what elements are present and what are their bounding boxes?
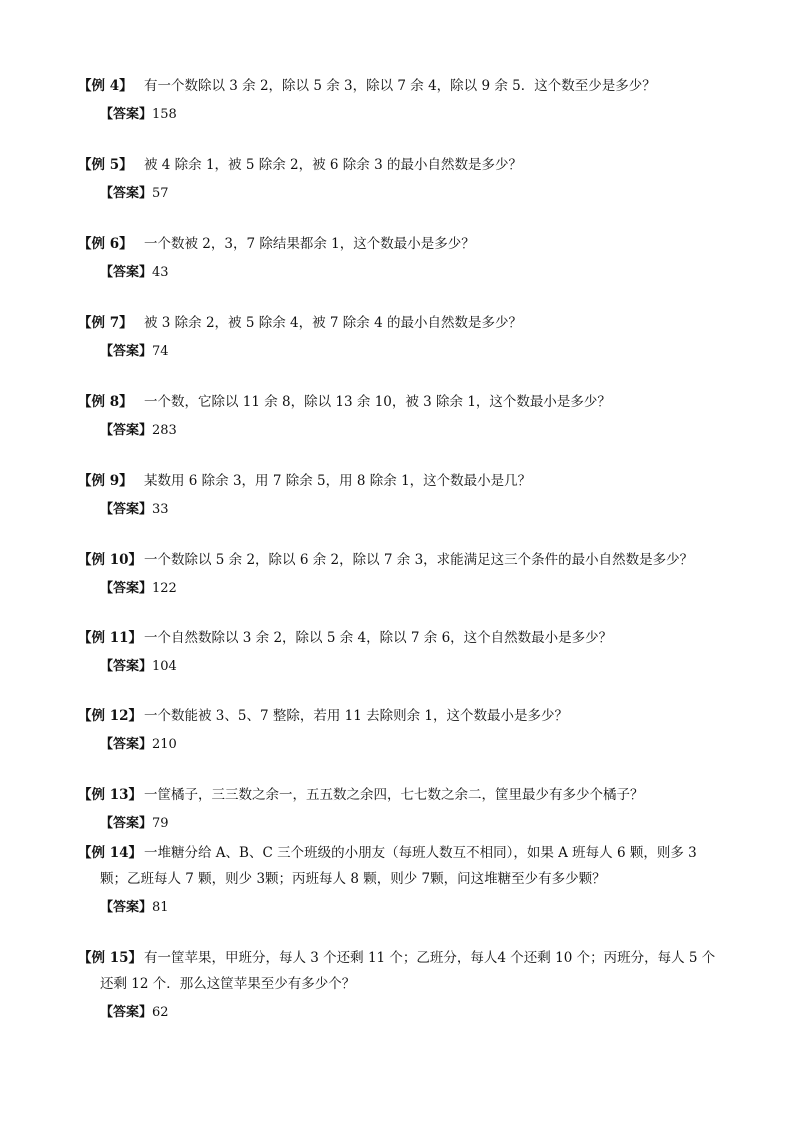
answer-label: 【答案】: [100, 107, 153, 122]
answer-value: 62: [152, 1005, 169, 1020]
example-10: [78, 547, 728, 601]
example-14: [78, 840, 728, 920]
example-label: 【例 7】: [78, 315, 133, 331]
answer-label: 【答案】: [100, 265, 153, 280]
question-text: 被 3 除余 2，被 5 除余 4，被 7 除余 4 的最小自然数是多少？: [144, 315, 522, 331]
example-15: [78, 945, 728, 1025]
answer-label: 【答案】: [100, 423, 153, 438]
answer-value: 210: [152, 737, 177, 752]
example-12: [78, 703, 728, 757]
question-text: 一个自然数除以 3 余 2，除以 5 余 4，除以 7 余 6，这个自然数最小是多少？: [144, 630, 613, 646]
example-label: 【例 5】: [78, 157, 133, 173]
example-13: [78, 782, 728, 836]
question-text-continued: 颗；乙班每人 7 颗，则少 3颗；丙班每人 8 颗，则少 7颗，问这堆糖至少有多少颗？: [100, 871, 606, 887]
answer-label: 【答案】: [100, 900, 153, 915]
question-text: 一个数被 2，3，7 除结果都余 1，这个数最小是多少？: [144, 236, 475, 252]
answer-value: 122: [152, 581, 177, 596]
answer-value: 33: [152, 502, 169, 517]
example-label: 【例 4】: [78, 78, 133, 94]
answer-label: 【答案】: [100, 344, 153, 359]
answer-label: 【答案】: [100, 186, 153, 201]
example-5: [78, 152, 728, 206]
example-label: 【例 15】: [78, 950, 142, 966]
example-label: 【例 11】: [78, 630, 142, 646]
question-text: 有一个数除以 3 余 2，除以 5 余 3，除以 7 余 4，除以 9 余 5．这个数至少是多少？: [144, 78, 656, 94]
answer-value: 104: [152, 659, 177, 674]
example-label: 【例 10】: [78, 552, 142, 568]
answer-value: 81: [152, 900, 169, 915]
question-text: 有一筐苹果，甲班分，每人 3 个还剩 11 个；乙班分，每人4 个还剩 10 个；丙班分，每人 5 个: [144, 950, 716, 966]
example-9: [78, 468, 728, 522]
answer-label: 【答案】: [100, 1005, 153, 1020]
question-text: 被 4 除余 1，被 5 除余 2，被 6 除余 3 的最小自然数是多少？: [144, 157, 522, 173]
question-text: 一堆糖分给 A、B、C 三个班级的小朋友（每班人数互不相同），如果 A 班每人 6 颗，则多 3: [144, 845, 697, 861]
example-label: 【例 12】: [78, 708, 142, 724]
answer-value: 57: [152, 186, 169, 201]
question-text: 一个数除以 5 余 2，除以 6 余 2，除以 7 余 3，求能满足这三个条件的最小自然数是多少？: [144, 552, 694, 568]
answer-label: 【答案】: [100, 816, 153, 831]
question-text-continued: 还剩 12 个．那么这筐苹果至少有多少个？: [100, 976, 356, 992]
question-text: 某数用 6 除余 3，用 7 除余 5，用 8 除余 1，这个数最小是几？: [144, 473, 532, 489]
answer-value: 79: [152, 816, 169, 831]
example-label: 【例 13】: [78, 787, 142, 803]
answer-value: 283: [152, 423, 177, 438]
answer-value: 74: [152, 344, 169, 359]
question-text: 一个数能被 3、5、7 整除，若用 11 去除则余 1，这个数最小是多少？: [144, 708, 568, 724]
answer-label: 【答案】: [100, 502, 153, 517]
example-11: [78, 625, 728, 679]
answer-value: 43: [152, 265, 169, 280]
example-6: [78, 231, 728, 285]
question-text: 一个数，它除以 11 余 8，除以 13 余 10，被 3 除余 1，这个数最小是多少？: [144, 394, 611, 410]
example-label: 【例 9】: [78, 473, 133, 489]
example-label: 【例 6】: [78, 236, 133, 252]
example-label: 【例 14】: [78, 845, 142, 861]
question-text: 一筐橘子，三三数之余一，五五数之余四，七七数之余二，筐里最少有多少个橘子？: [144, 787, 644, 803]
example-label: 【例 8】: [78, 394, 133, 410]
answer-label: 【答案】: [100, 581, 153, 596]
answer-value: 158: [152, 107, 177, 122]
answer-label: 【答案】: [100, 737, 153, 752]
example-4: [78, 73, 728, 127]
answer-label: 【答案】: [100, 659, 153, 674]
example-7: [78, 310, 728, 364]
example-8: [78, 389, 728, 443]
